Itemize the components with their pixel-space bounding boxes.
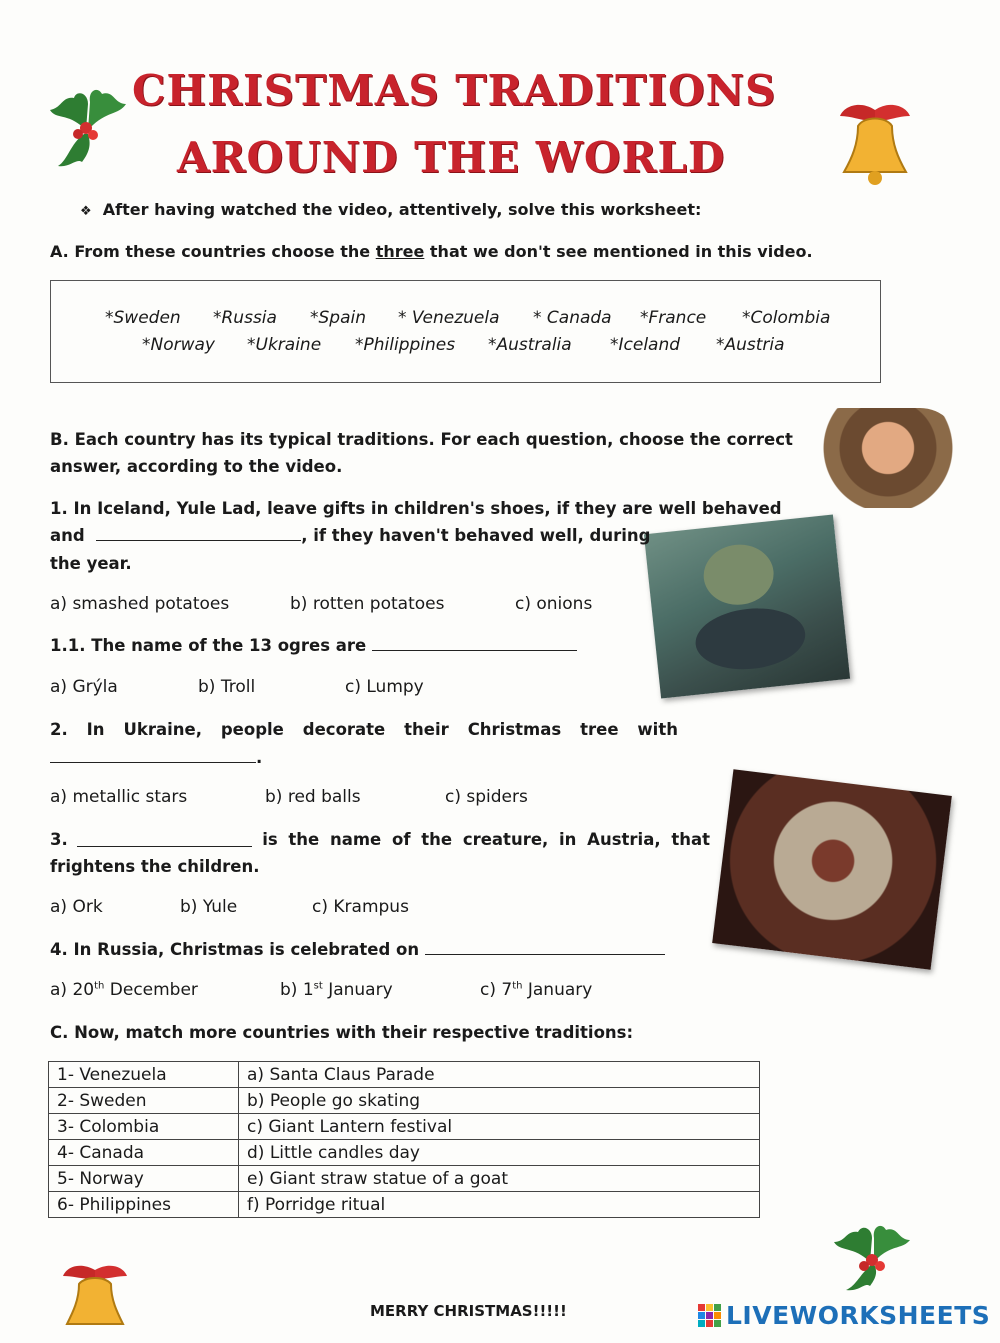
table-row — [49, 1088, 760, 1114]
tradition-cell[interactable]: e) Giant straw statue of a goat — [239, 1166, 760, 1192]
country-cell[interactable]: 1- Venezuela — [49, 1062, 239, 1088]
q1-line-2: and , if they haven't behaved well, during — [50, 526, 651, 545]
diamond-bullet-icon: ❖ — [80, 204, 92, 219]
q3-option-a[interactable]: a) Ork — [50, 897, 103, 917]
q11-option-b[interactable]: b) Troll — [198, 677, 256, 697]
q1-answer-blank[interactable] — [96, 526, 301, 541]
matching-table — [48, 1061, 760, 1218]
q2-line-2: . — [50, 748, 262, 767]
country-cell[interactable]: 4- Canada — [49, 1140, 239, 1166]
country-cell[interactable]: 3- Colombia — [49, 1114, 239, 1140]
q1-option-c[interactable]: c) onions — [515, 594, 593, 614]
country-cell[interactable]: 5- Norway — [49, 1166, 239, 1192]
q4-line: 4. In Russia, Christmas is celebrated on — [50, 940, 665, 959]
country-cell[interactable]: 2- Sweden — [49, 1088, 239, 1114]
holly-icon — [48, 82, 128, 172]
q1-option-b[interactable]: b) rotten potatoes — [290, 594, 445, 614]
instruction — [80, 200, 701, 219]
liveworksheets-brand: LIVEWORKSHEETS — [726, 1301, 991, 1330]
q3-answer-blank[interactable] — [77, 832, 252, 847]
bell-icon — [830, 100, 920, 195]
merry-christmas-text: MERRY CHRISTMAS!!!!! — [370, 1302, 567, 1320]
q2-option-a[interactable]: a) metallic stars — [50, 787, 188, 807]
bell-icon-bottom — [55, 1262, 135, 1337]
q11-option-c[interactable]: c) Lumpy — [345, 677, 424, 697]
table-row — [49, 1062, 760, 1088]
q4-answer-blank[interactable] — [425, 940, 665, 955]
q1-option-a[interactable]: a) smashed potatoes — [50, 594, 230, 614]
q4-option-a[interactable]: a) 20th December — [50, 980, 198, 1000]
section-b-prompt-1: B. Each country has its typical traditions. For each question, choose the correct — [50, 430, 793, 449]
instruction-text: After having watched the video, attentively, solve this worksheet: — [102, 200, 702, 219]
q2-option-b[interactable]: b) red balls — [265, 787, 361, 807]
q3-option-c[interactable]: c) Krampus — [312, 897, 409, 917]
q4-option-c[interactable]: c) 7th January — [480, 980, 593, 1000]
tradition-cell[interactable]: d) Little candles day — [239, 1140, 760, 1166]
liveworksheets-logo[interactable] — [698, 1301, 990, 1330]
krampus-picture — [712, 769, 952, 970]
table-row — [49, 1140, 760, 1166]
q3-line-1: 3. is the name of the creature, in Austria, that — [50, 830, 710, 849]
q11-option-a[interactable]: a) Grýla — [50, 677, 118, 697]
q2-line-1: 2. In Ukraine, people decorate their Christmas tree with — [50, 720, 678, 739]
tradition-cell[interactable]: f) Porridge ritual — [239, 1192, 760, 1218]
tradition-cell[interactable]: a) Santa Claus Parade — [239, 1062, 760, 1088]
section-a-prompt: A. From these countries choose the three that we don't see mentioned in this video. — [50, 242, 813, 261]
section-b-prompt-2: answer, according to the video. — [50, 457, 343, 476]
yule-lad-picture — [800, 408, 960, 508]
q1-line-1: 1. In Iceland, Yule Lad, leave gifts in children's shoes, if they are well behaved — [50, 499, 782, 518]
q1-line-3: the year. — [50, 554, 132, 573]
q3-option-b[interactable]: b) Yule — [180, 897, 238, 917]
q2-answer-blank[interactable] — [50, 748, 256, 763]
q11-answer-blank[interactable] — [372, 636, 577, 651]
q4-option-b[interactable]: b) 1st January — [280, 980, 393, 1000]
tradition-cell[interactable]: b) People go skating — [239, 1088, 760, 1114]
title-line-1: CHRISTMAS TRADITIONS — [132, 66, 777, 115]
ogre-picture — [644, 515, 850, 699]
liveworksheets-grid-icon — [698, 1304, 721, 1327]
q2-option-c[interactable]: c) spiders — [445, 787, 528, 807]
title-line-2: AROUND THE WORLD — [177, 133, 726, 182]
countries-box — [50, 280, 881, 383]
section-c-prompt: C. Now, match more countries with their respective traditions: — [50, 1023, 634, 1042]
q3-line-2: frightens the children. — [50, 857, 260, 876]
table-row — [49, 1114, 760, 1140]
table-row — [49, 1192, 760, 1218]
tradition-cell[interactable]: c) Giant Lantern festival — [239, 1114, 760, 1140]
table-row — [49, 1166, 760, 1192]
holly-icon-bottom — [830, 1222, 915, 1292]
q11-line: 1.1. The name of the 13 ogres are — [50, 636, 577, 655]
country-cell[interactable]: 6- Philippines — [49, 1192, 239, 1218]
